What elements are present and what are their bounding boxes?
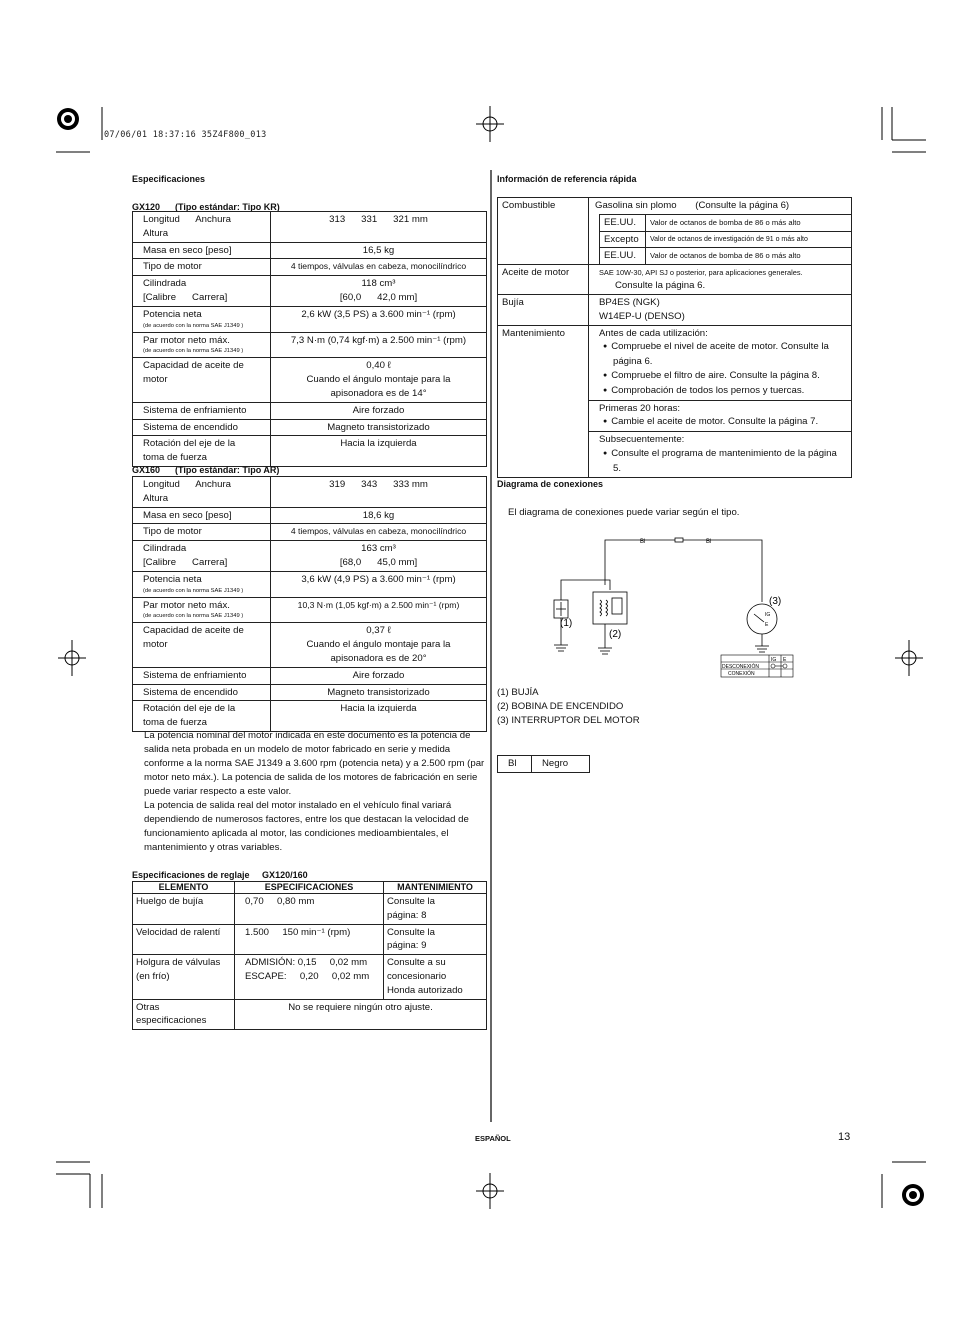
spec-row	[133, 684, 487, 701]
maint-first-list	[599, 415, 847, 430]
switch-table-h1: IG	[771, 657, 777, 663]
spec-label: Rotación del eje de la toma de fuerza	[143, 703, 236, 729]
spec-row	[133, 402, 487, 419]
spec-value: 2,6 kW (3,5 PS) a 3.600 min⁻¹ (rpm)	[271, 306, 487, 332]
spec-value: 18,6 kg	[271, 507, 487, 524]
spec-row	[133, 701, 487, 732]
tuning-header-spec: ESPECIFICACIONES	[235, 882, 384, 894]
tuning-header-element: ELEMENTO	[133, 882, 235, 894]
spec-value: 0,37 ℓ Cuando el ángulo montaje para la apisonadora es de 20°	[271, 623, 487, 667]
tuning-row	[133, 924, 487, 955]
spec-label-cell	[133, 276, 271, 307]
spec-label-cell	[133, 541, 271, 572]
spec-value: Hacia la izquierda	[271, 701, 487, 732]
spec-row	[133, 524, 487, 541]
spec-value: Aire forzado	[271, 667, 487, 684]
spec-row	[133, 259, 487, 276]
fuel-octane-note: Valor de octanos de bomba de 86 o más alto	[646, 214, 852, 231]
fuel-region: Excepto	[600, 231, 646, 248]
gx160-spec-table	[132, 476, 487, 732]
specs-title: Especificaciones	[132, 174, 206, 184]
spec-value: 3,6 kW (4,9 PS) a 3.600 min⁻¹ (rpm)	[271, 571, 487, 597]
spec-value: 7,3 N·m (0,74 kgf·m) a 2.500 min⁻¹ (rpm)	[271, 332, 487, 358]
wiring-title: Diagrama de conexiones	[497, 479, 604, 489]
spec-label-cell	[133, 507, 271, 524]
fuel-head: Gasolina sin plomo (Consulte la página 6)	[595, 200, 790, 211]
spec-label: Tipo de motor	[143, 526, 202, 538]
fuel-octane-note: Valor de octanos de bomba de 86 o más alto	[646, 248, 852, 264]
spec-row	[133, 477, 487, 508]
plug-label: Bujía	[498, 294, 589, 325]
switch-ig-label: IG	[765, 612, 771, 618]
spec-label: Cilindrada [Calibre Carrera]	[143, 543, 228, 568]
spec-label: Tipo de motor	[143, 261, 202, 273]
fuel-label: Combustible	[498, 198, 589, 265]
tuning-header-maint: MANTENIMIENTO	[384, 882, 487, 894]
tuning-spec: ADMISIÓN: 0,15 0,02 mm ESCAPE: 0,20 0,02 mm	[235, 955, 384, 999]
callout-2: (2)	[609, 629, 622, 640]
spec-value: 4 tiempos, válvulas en cabeza, monocilíndrico	[271, 524, 487, 541]
color-code-table	[497, 755, 590, 773]
spec-value: 4 tiempos, válvulas en cabeza, monocilíndrico	[271, 259, 487, 276]
spec-label: Sistema de encendido	[143, 421, 238, 433]
callout-1: (1)	[560, 618, 573, 629]
spec-row	[133, 541, 487, 572]
spec-label-cell	[133, 358, 271, 402]
oil-page-ref: Consulte la página 6.	[615, 280, 706, 292]
spec-label: Sistema de enfriamiento	[143, 669, 247, 681]
fuel-row	[600, 231, 852, 248]
spec-label: Rotación del eje de la toma de fuerza	[143, 438, 236, 464]
spec-label-cell	[133, 684, 271, 701]
wire-label-1: Bl	[640, 539, 646, 545]
spec-row	[133, 332, 487, 358]
spec-label-cell	[133, 571, 271, 597]
legend-item-switch: (3) INTERRUPTOR DEL MOTOR	[497, 715, 640, 726]
spec-value: 10,3 N·m (1,05 kgf·m) a 2.500 min⁻¹ (rpm)	[271, 597, 487, 623]
spec-label: Masa en seco [peso]	[143, 509, 232, 521]
spec-label-cell	[133, 306, 271, 332]
print-stamp: 07/06/01 18:37:16 35Z4F800_013	[104, 130, 267, 140]
spec-label: Longitud Anchura Altura	[143, 479, 232, 504]
spec-label: Potencia neta	[143, 308, 202, 320]
spec-label-cell	[133, 212, 271, 243]
gx120-heading: GX120 (Tipo estándar: Tipo KR)	[132, 202, 280, 212]
tuning-spec: No se requiere ningún otro ajuste.	[235, 999, 487, 1030]
footer-language: ESPAÑOL	[475, 1134, 511, 1143]
maint-list-item: ● Consulte el programa de mantenimiento de la página 5.	[599, 447, 847, 476]
tuning-row	[133, 955, 487, 999]
spec-label-note: (de acuerdo con la norma SAE J1349 )	[143, 587, 244, 594]
spec-row	[133, 667, 487, 684]
callout-3: (3)	[769, 596, 782, 607]
maint-sub-list	[599, 447, 847, 476]
spec-label-note: (de acuerdo con la norma SAE J1349 )	[143, 613, 244, 620]
quick-ref-title: Información de referencia rápida	[497, 174, 637, 184]
spec-label: Par motor neto máx.	[143, 599, 230, 611]
tuning-spec: 0,70 0,80 mm	[235, 894, 384, 925]
spec-label-cell	[133, 524, 271, 541]
tuning-heading: Especificaciones de reglaje GX120/160	[132, 870, 308, 880]
switch-table-on: CONEXIÓN	[728, 671, 755, 677]
spec-value: Magneto transistorizado	[271, 684, 487, 701]
oil-spec: SAE 10W-30, API SJ o posterior, para aplicaciones generales.	[599, 268, 803, 278]
spec-row	[133, 276, 487, 307]
spec-value: Magneto transistorizado	[271, 419, 487, 436]
quick-ref-table	[497, 197, 852, 478]
maint-before-list	[599, 340, 847, 398]
spec-value: 319 343 333 mm	[271, 477, 487, 508]
plug-ngk: BP4ES (NGK)	[599, 296, 660, 308]
fuel-row	[600, 248, 852, 264]
diagram-legend	[497, 686, 640, 728]
spec-label: Capacidad de aceite de motor	[143, 360, 244, 386]
switch-table-off: DESCONEXIÓN	[722, 664, 759, 670]
oil-label: Aceite de motor	[498, 265, 589, 295]
tuning-item: Otras especificaciones	[133, 999, 235, 1030]
spec-row	[133, 242, 487, 259]
maint-list-item: ● Compruebe el filtro de aire. Consulte la página 8.	[599, 369, 847, 384]
spec-value: Hacia la izquierda	[271, 436, 487, 467]
power-note-paragraph	[144, 729, 486, 855]
maint-list-item: ● Cambie el aceite de motor. Consulte la página 7.	[599, 415, 847, 430]
gx120-spec-table	[132, 211, 487, 467]
spec-value: Aire forzado	[271, 402, 487, 419]
legend-item-plug: (1) BUJÍA	[497, 687, 539, 698]
legend-item-coil: (2) BOBINA DE ENCENDIDO	[497, 701, 624, 712]
tuning-item: Huelgo de bujía	[133, 894, 235, 925]
spec-value: 16,5 kg	[271, 242, 487, 259]
wiring-diagram	[540, 530, 810, 680]
maint-label: Mantenimiento	[498, 325, 589, 477]
fuel-region: EE.UU.	[600, 248, 646, 264]
spec-label-cell	[133, 436, 271, 467]
spec-label: Capacidad de aceite de motor	[143, 625, 244, 651]
spec-label-note: (de acuerdo con la norma SAE J1349 )	[143, 348, 244, 355]
spec-label-cell	[133, 332, 271, 358]
color-name: Negro	[532, 756, 590, 773]
color-code: Bl	[498, 756, 532, 773]
spec-label-cell	[133, 402, 271, 419]
spec-row	[133, 507, 487, 524]
tuning-row	[133, 999, 487, 1030]
spec-value: 163 cm³ [68,0 45,0 mm]	[271, 541, 487, 572]
plug-denso: W14EP-U (DENSO)	[599, 310, 685, 322]
spec-label-cell	[133, 242, 271, 259]
tuning-item: Velocidad de ralentí	[133, 924, 235, 955]
fuel-octane-note: Valor de octanos de investigación de 91 o más alto	[646, 231, 852, 248]
spec-row	[133, 212, 487, 243]
spec-label: Masa en seco [peso]	[143, 244, 232, 256]
spec-label: Par motor neto máx.	[143, 334, 230, 346]
switch-table-h2: E	[783, 657, 787, 663]
spec-row	[133, 436, 487, 467]
tuning-maint: Consulte la página: 8	[384, 894, 487, 925]
spec-label: Longitud Anchura Altura	[143, 214, 232, 239]
tuning-item: Holgura de válvulas (en frío)	[133, 955, 235, 999]
wire-label-2: Bl	[706, 539, 712, 545]
tuning-row	[133, 894, 487, 925]
spec-value: 0,40 ℓ Cuando el ángulo montaje para la apisonadora es de 14°	[271, 358, 487, 402]
maint-list-item: ● Comprobación de todos los pernos y tuercas.	[599, 384, 847, 399]
spec-row	[133, 358, 487, 402]
fuel-region: EE.UU.	[600, 214, 646, 231]
tuning-maint: Consulte a su concesionario Honda autorizado	[384, 955, 487, 999]
spec-label: Sistema de enfriamiento	[143, 404, 247, 416]
spec-label: Sistema de encendido	[143, 686, 238, 698]
wiring-intro: El diagrama de conexiones puede variar según el tipo.	[508, 507, 740, 518]
spec-row	[133, 306, 487, 332]
spec-row	[133, 623, 487, 667]
spec-label-note: (de acuerdo con la norma SAE J1349 )	[143, 322, 244, 329]
tuning-table	[132, 881, 487, 1030]
spec-row	[133, 419, 487, 436]
maint-before-heading: Antes de cada utilización:	[599, 327, 708, 339]
power-note-1: La potencia nominal del motor indicada en este documento es la potencia de salida neta probada en un modelo de motor fabricado en serie y medida conforme a la norma SAE J1349 a 3.600 rpm (potencia neta) y a 2.500 rpm (par motor neto máx.). La potencia de salida de los motores de fabricación en serie puede variar respecto a este valor.	[144, 730, 485, 797]
gx160-heading: GX160 (Tipo estándar: Tipo AR)	[132, 465, 280, 475]
switch-e-label: E	[765, 622, 769, 628]
spec-label-cell	[133, 477, 271, 508]
maint-list-item: ● Compruebe el nivel de aceite de motor. Consulte la página 6.	[599, 340, 847, 369]
spec-label-cell	[133, 623, 271, 667]
fuel-row	[600, 214, 852, 231]
spec-value: 313 331 321 mm	[271, 212, 487, 243]
spec-label-cell	[133, 701, 271, 732]
maint-sub-heading: Subsecuentemente:	[599, 434, 685, 446]
spec-label: Cilindrada [Calibre Carrera]	[143, 278, 228, 303]
spec-row	[133, 571, 487, 597]
spec-label-cell	[133, 259, 271, 276]
spec-value: 118 cm³ [60,0 42,0 mm]	[271, 276, 487, 307]
spec-label: Potencia neta	[143, 573, 202, 585]
spec-label-cell	[133, 419, 271, 436]
fuel-octane-table	[599, 214, 851, 264]
spec-row	[133, 597, 487, 623]
power-note-2: La potencia de salida real del motor instalado en el vehículo final variará dependiendo de numerosos factores, entre los que destacan la velocidad de funcionamiento aplicada al motor, las condiciones medioambientales, el mantenimiento y otras variables.	[144, 800, 469, 853]
page-number: 13	[838, 1131, 851, 1143]
tuning-maint: Consulte la página: 9	[384, 924, 487, 955]
tuning-spec: 1.500 150 min⁻¹ (rpm)	[235, 924, 384, 955]
spec-label-cell	[133, 597, 271, 623]
maint-first-heading: Primeras 20 horas:	[599, 402, 681, 414]
spec-label-cell	[133, 667, 271, 684]
